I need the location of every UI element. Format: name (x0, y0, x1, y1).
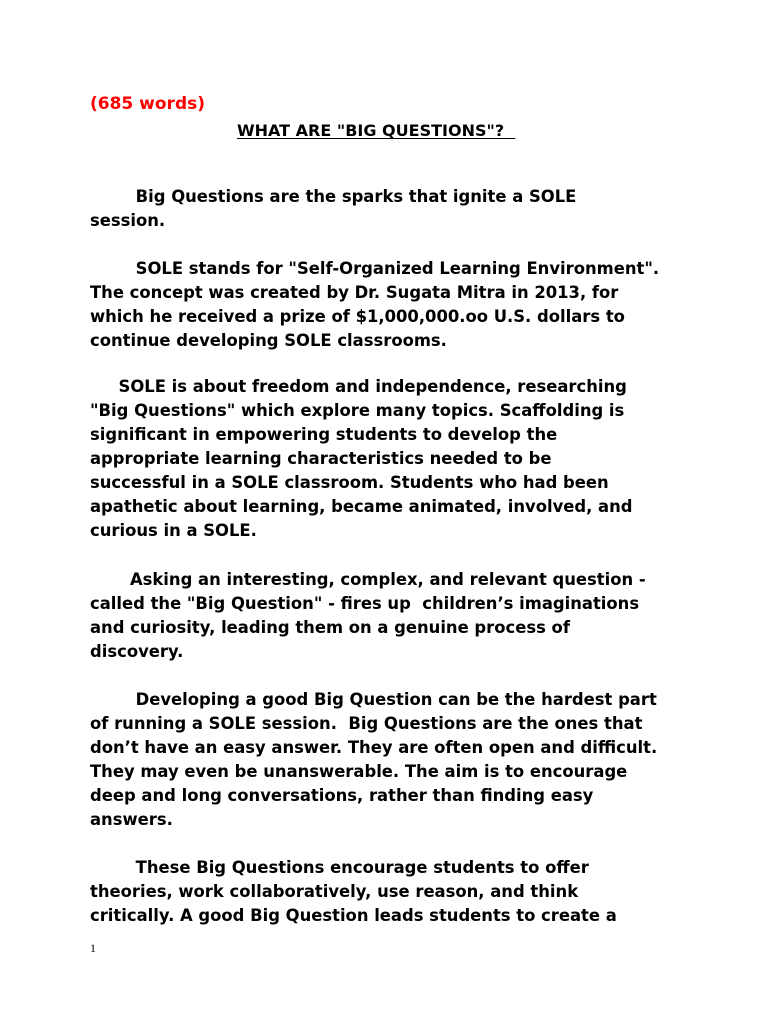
paragraph-6 (90, 856, 690, 928)
text-line: The concept was created by Dr. Sugata Mitra in 2013, for (90, 283, 619, 302)
text-line: which he received a prize of $1,000,000.oo U.S. dollars to (90, 307, 625, 326)
text-line: theories, work collaboratively, use reason, and think (90, 882, 579, 901)
text-line: continue developing SOLE classrooms. (90, 331, 447, 350)
paragraph-2 (90, 257, 690, 353)
page-title: WHAT ARE "BIG QUESTIONS"? (237, 121, 516, 140)
paragraph-5 (90, 688, 690, 832)
text-line: critically. A good Big Question leads students to create a (90, 906, 617, 925)
text-line: "Big Questions" which explore many topics. Scaffolding is (90, 401, 625, 420)
text-line: appropriate learning characteristics needed to be (90, 449, 552, 468)
text-line: and curiosity, leading them on a genuine process of (90, 618, 570, 637)
paragraph-4 (90, 568, 690, 664)
text-line: successful in a SOLE classroom. Students who had been (90, 473, 609, 492)
text-line: Developing a good Big Question can be the hardest part (90, 690, 657, 709)
word-count: (685 words) (90, 94, 205, 114)
text-line: called the "Big Question" - fires up children’s imaginations (90, 594, 640, 613)
text-line: SOLE is about freedom and independence, researching (90, 377, 627, 396)
text-line: discovery. (90, 642, 184, 661)
text-line: deep and long conversations, rather than finding easy (90, 786, 594, 805)
paragraph-3 (90, 375, 690, 543)
text-line: significant in empowering students to develop the (90, 425, 558, 444)
text-line: answers. (90, 810, 173, 829)
text-line: curious in a SOLE. (90, 521, 257, 540)
text-line: apathetic about learning, became animated, involved, and (90, 497, 633, 516)
text-line: Big Questions are the sparks that ignite a SOLE (90, 187, 577, 206)
text-line: These Big Questions encourage students to offer (90, 858, 589, 877)
text-line: don’t have an easy answer. They are often open and difficult. (90, 738, 658, 757)
paragraph-1 (90, 185, 690, 233)
text-line: Asking an interesting, complex, and relevant question - (90, 570, 646, 589)
text-line: session. (90, 211, 166, 230)
page-number: 1 (90, 941, 96, 955)
text-line: of running a SOLE session. Big Questions are the ones that (90, 714, 643, 733)
text-line: They may even be unanswerable. The aim is to encourage (90, 762, 628, 781)
text-line: SOLE stands for "Self-Organized Learning Environment". (90, 259, 660, 278)
